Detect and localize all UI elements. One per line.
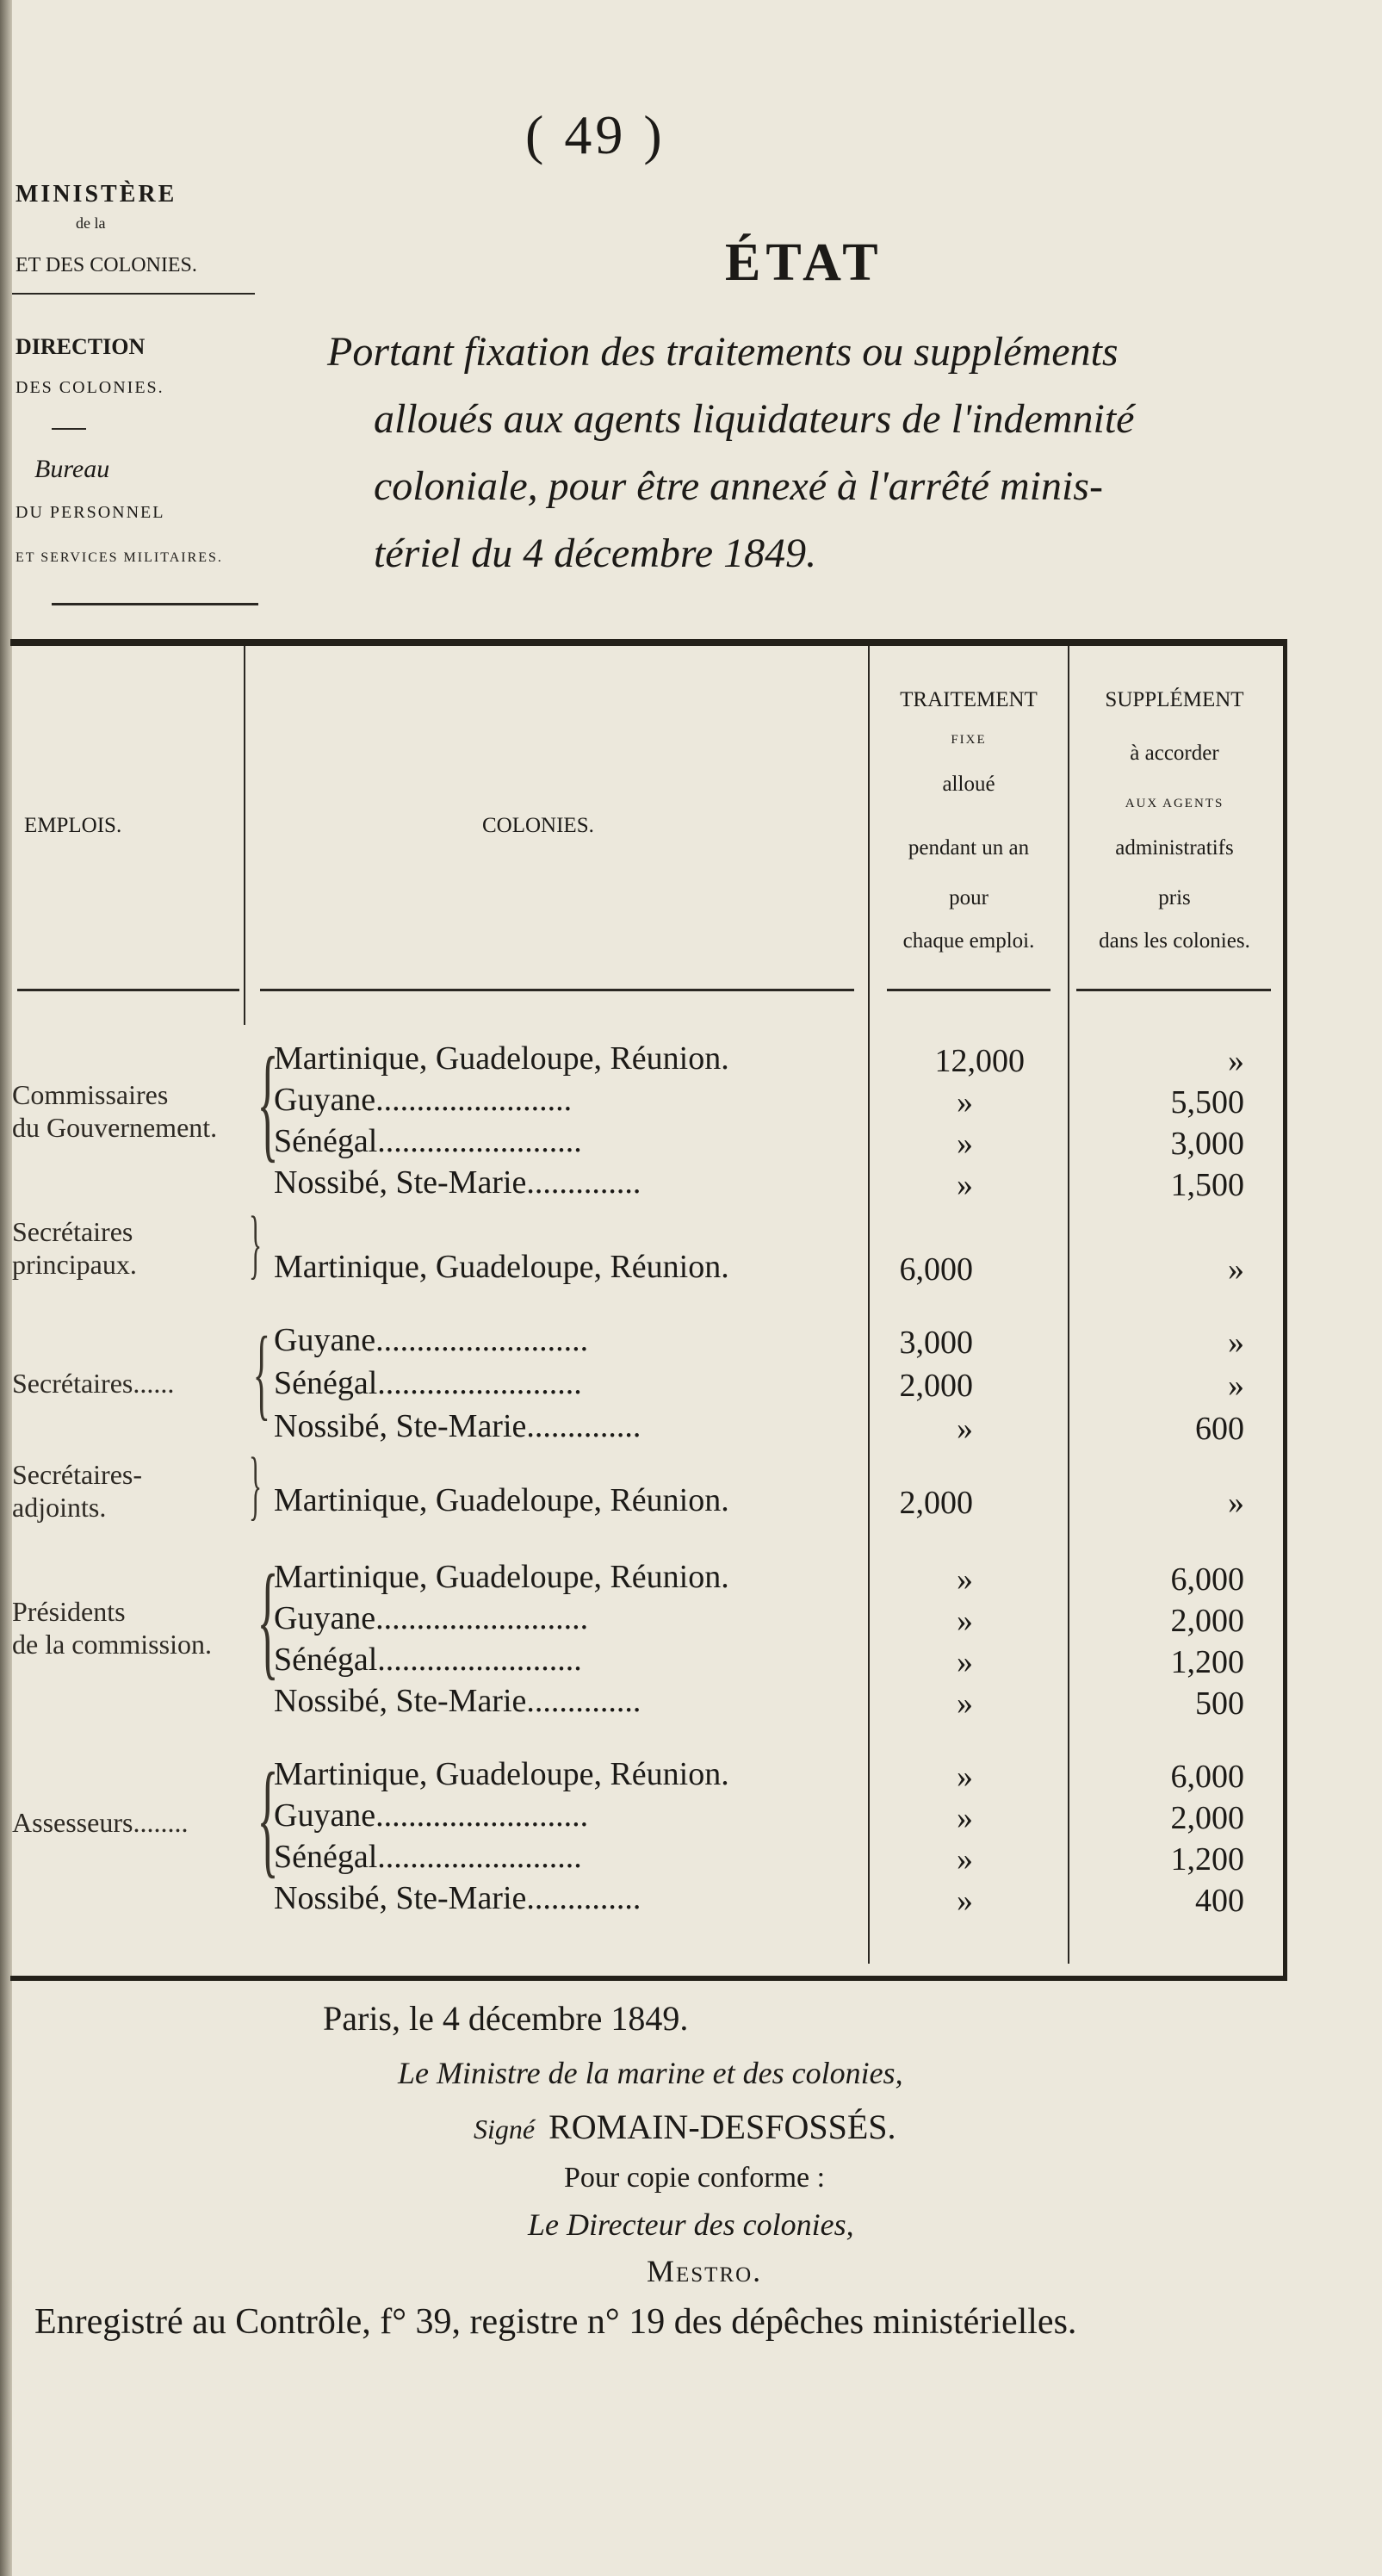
emploi-label: du Gouvernement. <box>12 1112 218 1143</box>
footer-copie: Pour copie conforme : <box>564 2162 826 2194</box>
traitement-cell: » <box>957 1167 973 1203</box>
traitement-cell: » <box>957 1603 973 1639</box>
description-line: Portant fixation des traitements ou suppléments <box>327 329 1119 375</box>
emploi-label: Assesseurs........ <box>12 1807 189 1838</box>
margin-direction: DIRECTION <box>15 334 146 359</box>
traitement-cell: » <box>957 1126 973 1162</box>
header-supplement-agents: AUX AGENTS <box>1125 797 1224 810</box>
margin-direction-colonies: DES COLONIES. <box>15 378 164 397</box>
supplement-cell: 5,500 <box>1170 1084 1244 1120</box>
footer-signature-line <box>474 2107 896 2147</box>
header-supplement-line: pris <box>1158 886 1191 909</box>
margin-divider <box>12 293 255 295</box>
header-emplois: EMPLOIS. <box>24 814 122 837</box>
brace: { <box>252 1315 270 1430</box>
supplement-cell: 2,000 <box>1170 1800 1244 1836</box>
colonie-cell: Martinique, Guadeloupe, Réunion. <box>274 1040 729 1077</box>
traitement-cell: » <box>957 1644 973 1680</box>
supplement-cell: » <box>1228 1368 1244 1404</box>
header-traitement-line: pour <box>949 886 988 909</box>
traitement-cell: » <box>957 1685 973 1722</box>
margin-flourish <box>52 603 258 605</box>
traitement-cell: » <box>957 1561 973 1598</box>
header-supplement: SUPPLÉMENT <box>1105 688 1244 711</box>
colonie-cell: Nossibé, Ste-Marie.............. <box>274 1880 641 1916</box>
header-rule <box>17 989 239 991</box>
colonie-cell: Martinique, Guadeloupe, Réunion. <box>274 1559 729 1595</box>
margin-ministere: MINISTÈRE <box>15 181 177 208</box>
traitement-cell: » <box>957 1841 973 1878</box>
emploi-label: adjoints. <box>12 1492 107 1523</box>
emploi-label: principaux. <box>12 1249 137 1280</box>
supplement-cell: 3,000 <box>1170 1126 1244 1162</box>
supplement-cell: 1,500 <box>1170 1167 1244 1203</box>
footer-signe-name: ROMAIN-DESFOSSÉS. <box>548 2107 896 2146</box>
page-number: ( 49 ) <box>525 104 666 165</box>
emploi-label: de la commission. <box>12 1629 212 1660</box>
header-rule <box>887 989 1050 991</box>
brace: { <box>249 1443 263 1528</box>
description-line: tériel du 4 décembre 1849. <box>374 531 817 576</box>
emploi-label: Secrétaires <box>12 1216 133 1247</box>
brace: { <box>249 1201 263 1287</box>
colonie-cell: Sénégal......................... <box>274 1365 582 1401</box>
brace: { <box>257 1747 279 1890</box>
colonie-cell: Nossibé, Ste-Marie.............. <box>274 1408 641 1444</box>
colonie-cell: Guyane.......................... <box>274 1600 589 1636</box>
document-description <box>327 319 1317 587</box>
colonie-cell: Sénégal......................... <box>274 1123 582 1159</box>
colonie-cell: Nossibé, Ste-Marie.............. <box>274 1164 641 1201</box>
header-supplement-line: à accorder <box>1130 742 1219 765</box>
header-colonies: COLONIES. <box>482 814 594 837</box>
colonie-cell: Martinique, Guadeloupe, Réunion. <box>274 1482 729 1518</box>
description-line: alloués aux agents liquidateurs de l'indemnité <box>374 396 1135 442</box>
margin-short-rule <box>52 428 86 430</box>
supplement-cell: 400 <box>1195 1883 1244 1919</box>
header-supplement-line: administratifs <box>1115 836 1234 860</box>
colonie-cell: Nossibé, Ste-Marie.............. <box>274 1683 641 1719</box>
supplement-cell: 1,200 <box>1170 1644 1244 1680</box>
supplement-cell: 1,200 <box>1170 1841 1244 1878</box>
margin-des-colonies: ET DES COLONIES. <box>15 254 197 276</box>
margin-de-la: de la <box>76 214 106 232</box>
margin-personnel: DU PERSONNEL <box>15 503 165 522</box>
brace: { <box>257 1031 279 1174</box>
description-line: coloniale, pour être annexé à l'arrêté minis- <box>374 463 1103 509</box>
footer-enregistrement: Enregistré au Contrôle, f° 39, registre n° 19 des dépêches ministérielles. <box>34 2302 1077 2342</box>
emploi-label: Secrétaires- <box>12 1459 143 1490</box>
traitement-cell: 3,000 <box>899 1325 973 1361</box>
colonie-cell: Martinique, Guadeloupe, Réunion. <box>274 1756 729 1792</box>
emploi-label: Secrétaires...... <box>12 1368 175 1399</box>
header-traitement-fixe: FIXE <box>951 733 987 747</box>
emploi-label: Commissaires <box>12 1079 169 1110</box>
header-traitement: TRAITEMENT <box>900 688 1038 711</box>
traitement-cell: 2,000 <box>899 1368 973 1404</box>
traitement-cell: » <box>957 1411 973 1447</box>
header-traitement-line: pendant un an <box>908 836 1030 860</box>
footer-signe-label: Signé <box>474 2114 536 2145</box>
supplement-cell: 2,000 <box>1170 1603 1244 1639</box>
traitement-cell: » <box>957 1084 973 1120</box>
footer-directeur: Le Directeur des colonies, <box>528 2207 854 2242</box>
colonie-cell: Sénégal......................... <box>274 1839 582 1875</box>
traitement-cell: 2,000 <box>899 1485 973 1521</box>
supplement-cell: » <box>1228 1485 1244 1521</box>
header-rule <box>1076 989 1271 991</box>
traitement-cell: » <box>957 1800 973 1836</box>
traitement-cell: » <box>957 1883 973 1919</box>
margin-services-militaires: ET SERVICES MILITAIRES. <box>15 550 223 565</box>
document-title: ÉTAT <box>725 233 883 292</box>
colonie-cell: Guyane.......................... <box>274 1797 589 1834</box>
emploi-label: Présidents <box>12 1596 126 1627</box>
header-traitement-line: chaque emploi. <box>902 929 1035 953</box>
supplement-cell: 500 <box>1195 1685 1244 1722</box>
supplement-cell: » <box>1228 1043 1244 1079</box>
column-divider <box>244 646 245 1025</box>
supplement-cell: 6,000 <box>1170 1561 1244 1598</box>
supplement-cell: » <box>1228 1325 1244 1361</box>
header-rule <box>260 989 854 991</box>
footer-date: Paris, le 4 décembre 1849. <box>323 1999 689 2038</box>
footer-mestro: Mestro. <box>647 2254 763 2288</box>
colonie-cell: Martinique, Guadeloupe, Réunion. <box>274 1249 729 1285</box>
colonie-cell: Sénégal......................... <box>274 1642 582 1678</box>
supplement-cell: » <box>1228 1251 1244 1288</box>
traitement-cell: 12,000 <box>934 1043 1025 1079</box>
supplement-cell: 600 <box>1195 1411 1244 1447</box>
traitement-cell: » <box>957 1759 973 1795</box>
colonie-cell: Guyane.......................... <box>274 1322 589 1358</box>
margin-bureau: Bureau <box>34 455 110 483</box>
brace: { <box>257 1549 279 1691</box>
traitement-cell: 6,000 <box>899 1251 973 1288</box>
footer-ministre: Le Ministre de la marine et des colonies, <box>398 2056 903 2090</box>
header-supplement-line: dans les colonies. <box>1099 929 1250 953</box>
header-traitement-line: alloué <box>942 773 995 796</box>
colonie-cell: Guyane........................ <box>274 1082 573 1118</box>
supplement-cell: 6,000 <box>1170 1759 1244 1795</box>
